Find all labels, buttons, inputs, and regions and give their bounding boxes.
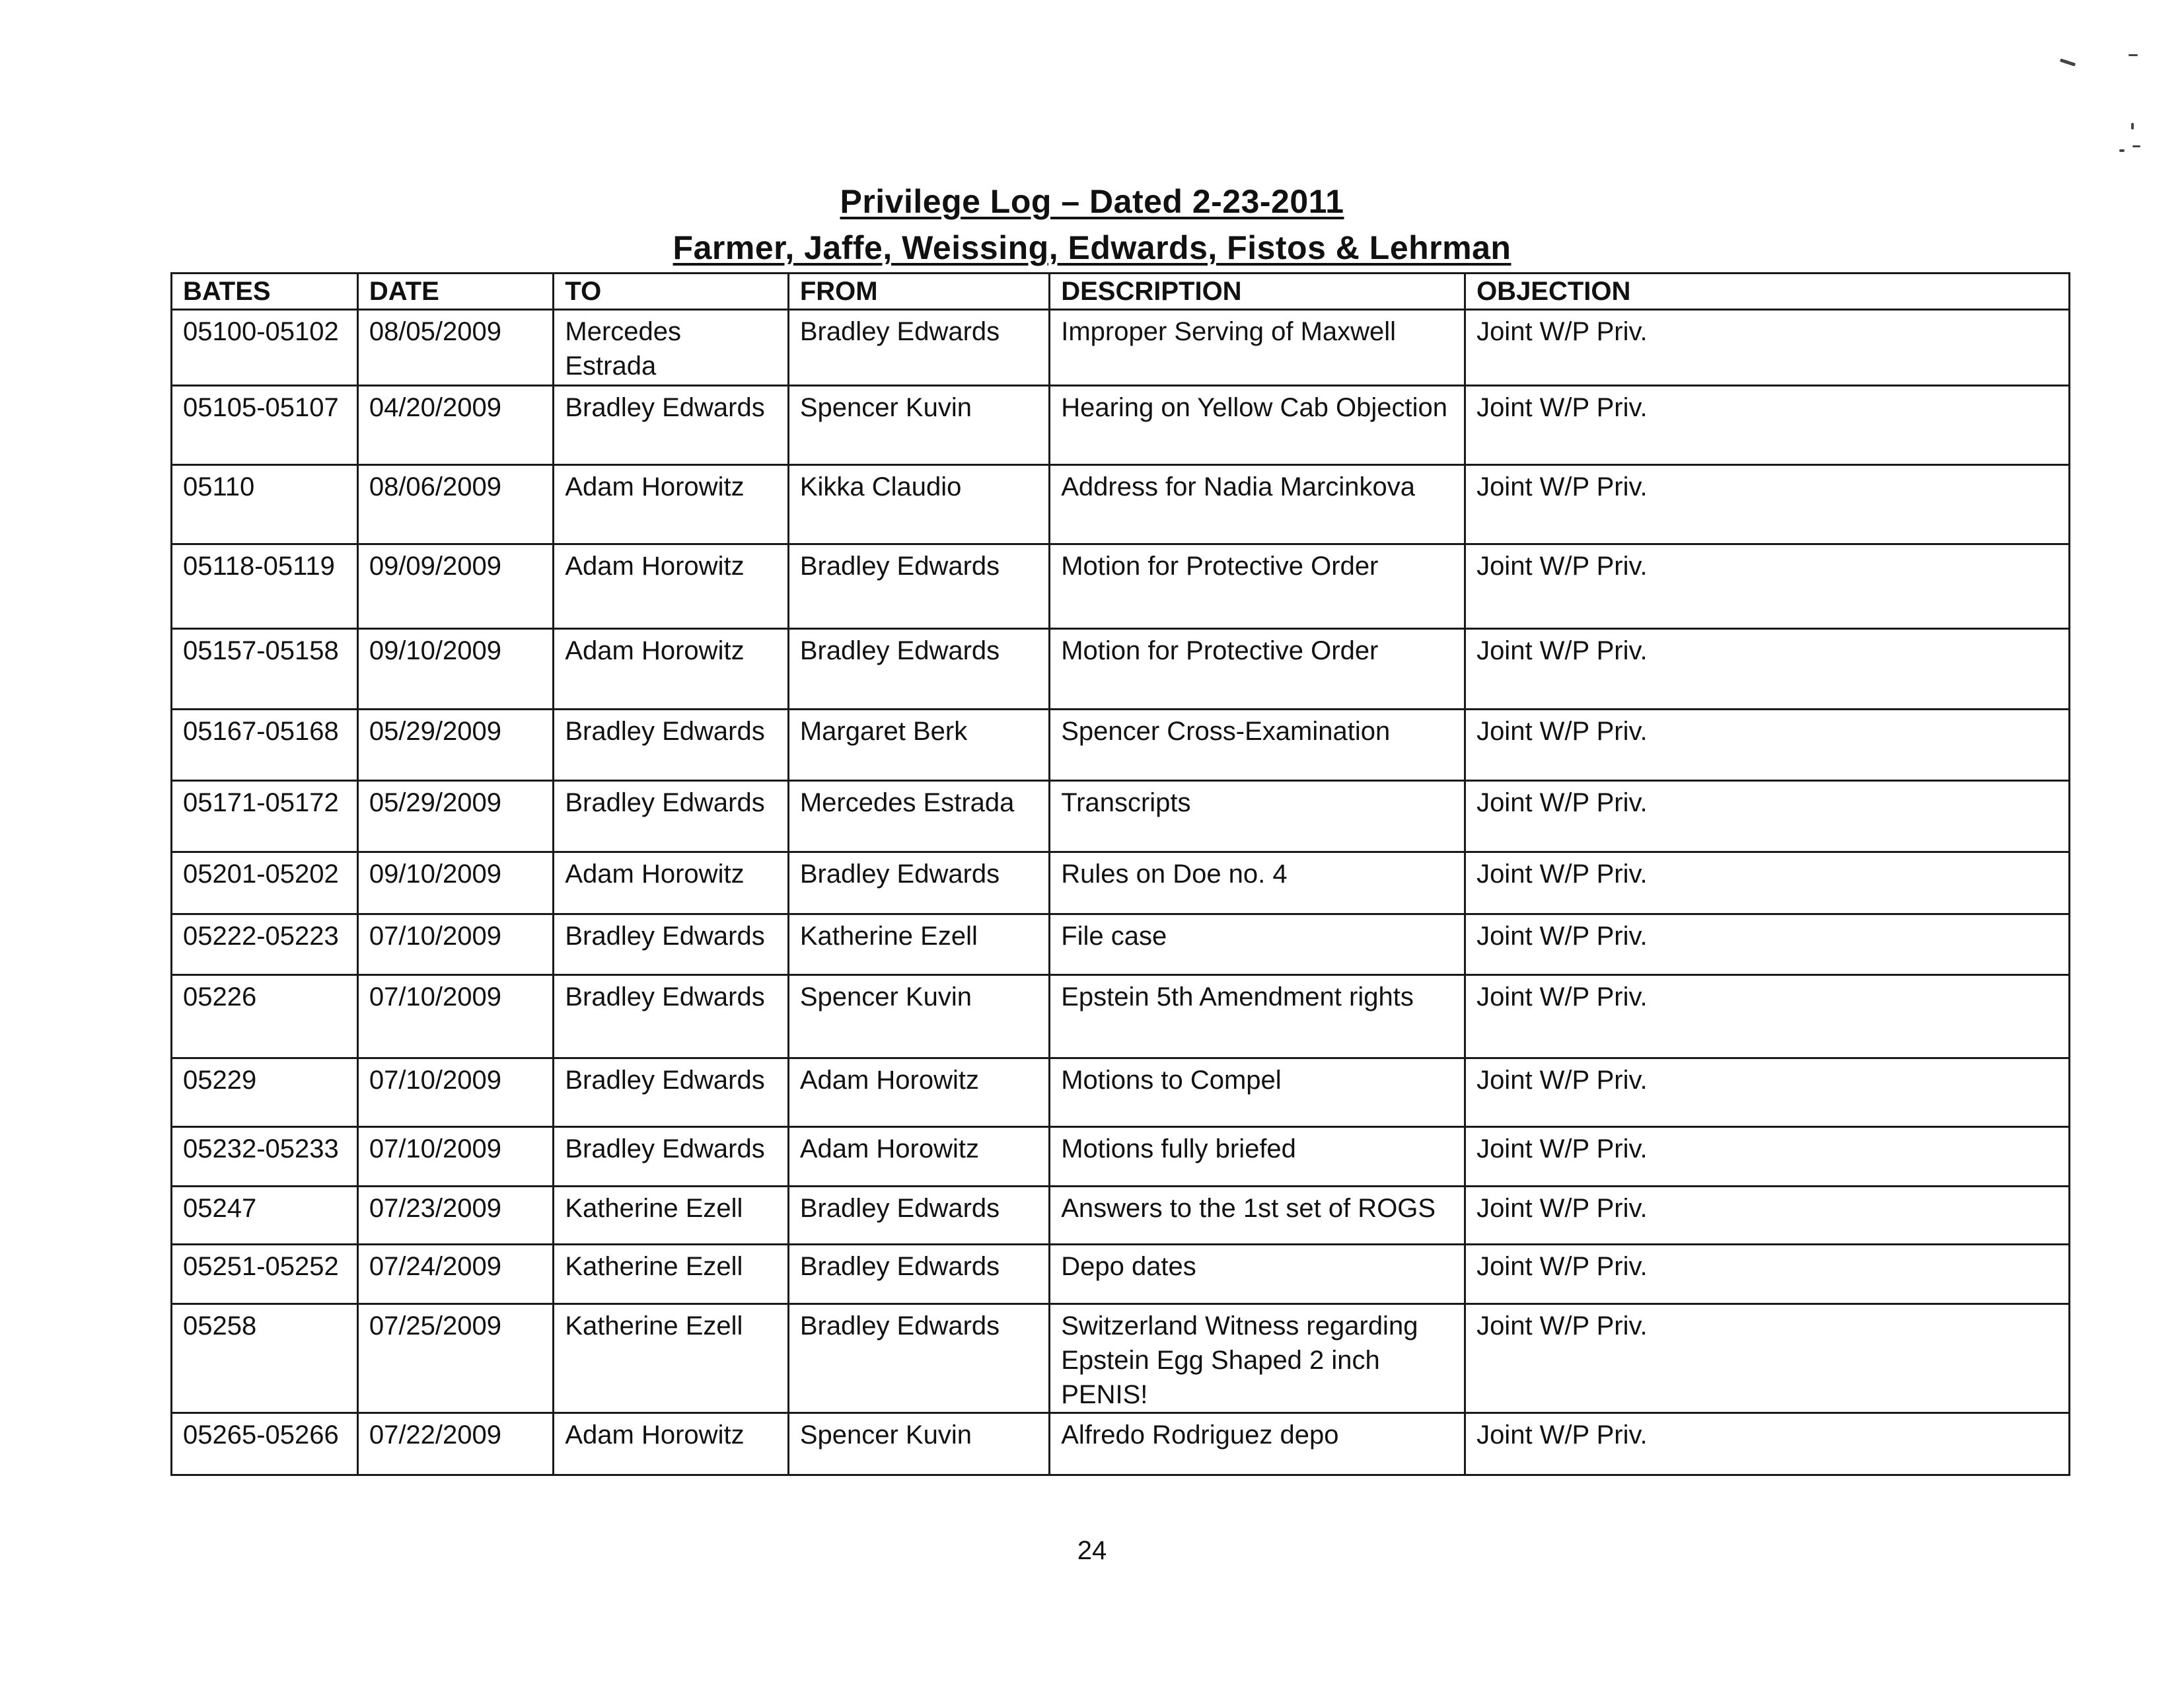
cell-to: Bradley Edwards [554, 386, 788, 465]
table-row [172, 465, 2070, 544]
cell-from: Bradley Edwards [788, 1304, 1049, 1413]
cell-description: Motion for Protective Order [1050, 544, 1465, 629]
table-row [172, 1413, 2070, 1475]
table-row [172, 386, 2070, 465]
cell-bates: 05171-05172 [172, 781, 358, 852]
header-to: TO [554, 274, 788, 310]
cell-date: 07/10/2009 [357, 975, 554, 1058]
cell-bates: 05258 [172, 1304, 358, 1413]
cell-date: 09/09/2009 [357, 544, 554, 629]
cell-description: Spencer Cross-Examination [1050, 710, 1465, 781]
header-objection: OBJECTION [1465, 274, 2070, 310]
cell-bates: 05118-05119 [172, 544, 358, 629]
cell-to: Adam Horowitz [554, 1413, 788, 1475]
cell-date: 07/24/2009 [357, 1245, 554, 1304]
header-description: DESCRIPTION [1050, 274, 1465, 310]
cell-date: 04/20/2009 [357, 386, 554, 465]
header-date: DATE [357, 274, 554, 310]
cell-to: Katherine Ezell [554, 1187, 788, 1245]
cell-objection: Joint W/P Priv. [1465, 1187, 2070, 1245]
cell-from: Bradley Edwards [788, 1245, 1049, 1304]
table-row [172, 544, 2070, 629]
cell-to: Bradley Edwards [554, 975, 788, 1058]
cell-description: File case [1050, 914, 1465, 975]
cell-description: Alfredo Rodriguez depo [1050, 1413, 1465, 1475]
cell-from: Bradley Edwards [788, 1187, 1049, 1245]
table-row [172, 914, 2070, 975]
cell-from: Katherine Ezell [788, 914, 1049, 975]
cell-from: Kikka Claudio [788, 465, 1049, 544]
cell-description: Transcripts [1050, 781, 1465, 852]
cell-date: 05/29/2009 [357, 781, 554, 852]
title-block [0, 178, 2184, 271]
cell-description: Motions fully briefed [1050, 1127, 1465, 1187]
cell-from: Adam Horowitz [788, 1127, 1049, 1187]
document-title: Privilege Log – Dated 2-23-2011 [840, 183, 1344, 220]
cell-date: 07/10/2009 [357, 914, 554, 975]
scan-speck [2132, 145, 2140, 147]
cell-date: 08/05/2009 [357, 310, 554, 386]
cell-to: Bradley Edwards [554, 710, 788, 781]
cell-objection: Joint W/P Priv. [1465, 544, 2070, 629]
cell-objection: Joint W/P Priv. [1465, 1304, 2070, 1413]
scan-speck [2131, 123, 2134, 129]
cell-date: 07/10/2009 [357, 1058, 554, 1127]
cell-to: Adam Horowitz [554, 852, 788, 914]
scan-speck [2129, 54, 2138, 56]
cell-from: Spencer Kuvin [788, 386, 1049, 465]
scan-speck [2119, 149, 2125, 152]
cell-objection: Joint W/P Priv. [1465, 629, 2070, 710]
table-row [172, 852, 2070, 914]
cell-bates: 05229 [172, 1058, 358, 1127]
table-row [172, 1187, 2070, 1245]
document-subtitle: Farmer, Jaffe, Weissing, Edwards, Fistos & Lehrman [673, 229, 1511, 266]
cell-from: Spencer Kuvin [788, 1413, 1049, 1475]
privilege-log-table [170, 272, 2070, 1476]
cell-bates: 05251-05252 [172, 1245, 358, 1304]
cell-objection: Joint W/P Priv. [1465, 781, 2070, 852]
cell-bates: 05110 [172, 465, 358, 544]
cell-description: Motion for Protective Order [1050, 629, 1465, 710]
table-row [172, 975, 2070, 1058]
cell-from: Adam Horowitz [788, 1058, 1049, 1127]
cell-bates: 05167-05168 [172, 710, 358, 781]
cell-objection: Joint W/P Priv. [1465, 1413, 2070, 1475]
cell-bates: 05226 [172, 975, 358, 1058]
cell-objection: Joint W/P Priv. [1465, 975, 2070, 1058]
cell-objection: Joint W/P Priv. [1465, 852, 2070, 914]
cell-objection: Joint W/P Priv. [1465, 1058, 2070, 1127]
cell-objection: Joint W/P Priv. [1465, 1127, 2070, 1187]
cell-bates: 05265-05266 [172, 1413, 358, 1475]
table-header-row [172, 274, 2070, 310]
cell-from: Bradley Edwards [788, 310, 1049, 386]
cell-to: Bradley Edwards [554, 914, 788, 975]
header-from: FROM [788, 274, 1049, 310]
cell-bates: 05100-05102 [172, 310, 358, 386]
cell-bates: 05232-05233 [172, 1127, 358, 1187]
table-row [172, 1245, 2070, 1304]
cell-description: Rules on Doe no. 4 [1050, 852, 1465, 914]
cell-to: Mercedes Estrada [554, 310, 788, 386]
header-bates: BATES [172, 274, 358, 310]
cell-date: 09/10/2009 [357, 852, 554, 914]
table-row [172, 1127, 2070, 1187]
cell-from: Bradley Edwards [788, 629, 1049, 710]
cell-from: Bradley Edwards [788, 852, 1049, 914]
cell-description: Improper Serving of Maxwell [1050, 310, 1465, 386]
cell-to: Bradley Edwards [554, 781, 788, 852]
cell-objection: Joint W/P Priv. [1465, 1245, 2070, 1304]
cell-objection: Joint W/P Priv. [1465, 386, 2070, 465]
page-number: 24 [1077, 1536, 1107, 1565]
cell-description: Epstein 5th Amendment rights [1050, 975, 1465, 1058]
cell-objection: Joint W/P Priv. [1465, 465, 2070, 544]
cell-bates: 05222-05223 [172, 914, 358, 975]
cell-bates: 05201-05202 [172, 852, 358, 914]
cell-description: Depo dates [1050, 1245, 1465, 1304]
cell-to: Katherine Ezell [554, 1304, 788, 1413]
cell-date: 07/25/2009 [357, 1304, 554, 1413]
cell-to: Bradley Edwards [554, 1058, 788, 1127]
cell-date: 09/10/2009 [357, 629, 554, 710]
cell-bates: 05247 [172, 1187, 358, 1245]
scan-speck [2060, 58, 2076, 66]
cell-from: Mercedes Estrada [788, 781, 1049, 852]
cell-to: Katherine Ezell [554, 1245, 788, 1304]
cell-from: Spencer Kuvin [788, 975, 1049, 1058]
table-row [172, 1304, 2070, 1413]
cell-date: 07/23/2009 [357, 1187, 554, 1245]
cell-to: Adam Horowitz [554, 629, 788, 710]
cell-description: Switzerland Witness regarding Epstein Egg Shaped 2 inch PENIS! [1050, 1304, 1465, 1413]
cell-date: 08/06/2009 [357, 465, 554, 544]
cell-description: Hearing on Yellow Cab Objection [1050, 386, 1465, 465]
cell-to: Adam Horowitz [554, 465, 788, 544]
cell-date: 07/22/2009 [357, 1413, 554, 1475]
cell-to: Adam Horowitz [554, 544, 788, 629]
table-row [172, 629, 2070, 710]
cell-from: Bradley Edwards [788, 544, 1049, 629]
cell-objection: Joint W/P Priv. [1465, 310, 2070, 386]
cell-description: Motions to Compel [1050, 1058, 1465, 1127]
cell-objection: Joint W/P Priv. [1465, 710, 2070, 781]
cell-description: Answers to the 1st set of ROGS [1050, 1187, 1465, 1245]
cell-bates: 05157-05158 [172, 629, 358, 710]
table-row [172, 1058, 2070, 1127]
cell-bates: 05105-05107 [172, 386, 358, 465]
cell-objection: Joint W/P Priv. [1465, 914, 2070, 975]
table-row [172, 781, 2070, 852]
cell-date: 05/29/2009 [357, 710, 554, 781]
cell-from: Margaret Berk [788, 710, 1049, 781]
cell-date: 07/10/2009 [357, 1127, 554, 1187]
table-row [172, 710, 2070, 781]
cell-to: Bradley Edwards [554, 1127, 788, 1187]
table-body [172, 310, 2070, 1475]
table-row [172, 310, 2070, 386]
cell-description: Address for Nadia Marcinkova [1050, 465, 1465, 544]
